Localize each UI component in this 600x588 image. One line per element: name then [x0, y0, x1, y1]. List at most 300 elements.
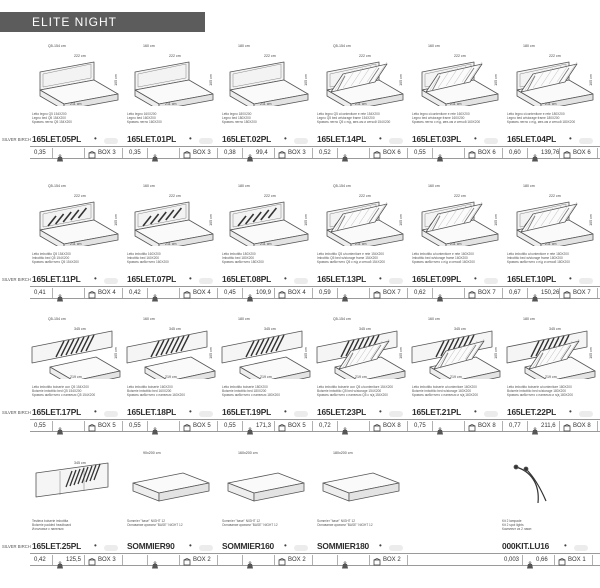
description-line: Кровать легно с п/д, мех-ом и сеткой 160X200 [412, 120, 481, 125]
package-icon [563, 422, 571, 430]
weight-value: 211,6 [541, 423, 556, 429]
box-count: BOX 5 [288, 423, 306, 429]
cell-divider [84, 288, 85, 298]
width-label: 90x200 cm [143, 451, 161, 455]
product-code[interactable]: 165LET.14PL [317, 134, 367, 144]
cell-divider [432, 148, 433, 158]
product-code[interactable]: 165LET.01PL [127, 134, 177, 144]
height-dimension: 105 cm [398, 214, 403, 226]
product-code[interactable]: 165LET.03PL [412, 134, 462, 144]
volume-value: 0,35 [34, 150, 46, 156]
top-dimension: 222 cm [454, 194, 466, 198]
package-icon [373, 556, 381, 564]
width-label: Q5-154 cm [333, 317, 351, 321]
width-label: 160 cm [428, 184, 440, 188]
package-icon [373, 289, 381, 297]
weight-icon [436, 422, 444, 430]
package-icon [88, 149, 96, 157]
finish-dot: • [284, 407, 287, 416]
product-description [32, 519, 122, 532]
height-dimension: 105 cm [493, 74, 498, 86]
cell-divider [312, 288, 313, 298]
package-icon [88, 556, 96, 564]
cell-divider [217, 421, 218, 431]
finish-dot: • [379, 134, 382, 143]
finish-swatch [294, 278, 308, 284]
product-code[interactable]: 165LET.22PL [507, 407, 557, 417]
cell-divider [369, 421, 370, 431]
package-icon [183, 556, 191, 564]
description-line: Boiserie padded headboard [32, 523, 72, 528]
cell-divider [122, 288, 123, 298]
width-label: 180 cm [238, 317, 250, 321]
product-card[interactable] [315, 313, 411, 419]
cell-divider [274, 288, 275, 298]
product-card[interactable] [505, 313, 600, 419]
width-label: 160 cm [143, 44, 155, 48]
product-card[interactable] [30, 447, 126, 553]
cell-divider [369, 555, 370, 565]
volume-value: 0,67 [509, 290, 521, 296]
package-icon [468, 149, 476, 157]
product-card[interactable] [505, 180, 600, 286]
height-dimension: 105 cm [493, 214, 498, 226]
package-icon [183, 149, 191, 157]
product-row [0, 180, 600, 315]
cell-divider [274, 148, 275, 158]
package-icon [563, 289, 571, 297]
cell-divider [502, 421, 503, 431]
volume-value: 0,45 [224, 290, 236, 296]
box-count: BOX 3 [193, 150, 211, 156]
product-code[interactable]: 165LET.17PL [32, 407, 82, 417]
weight-icon [341, 422, 349, 430]
top-dimension: 345 cm [74, 461, 86, 465]
weight-value: 0,66 [536, 557, 548, 563]
width-label: 180 cm [523, 44, 535, 48]
finish-swatch [574, 545, 588, 551]
top-dimension: 345 cm [549, 327, 561, 331]
product-code[interactable]: 165LET.08PL [222, 274, 272, 284]
finish-swatch [389, 138, 403, 144]
length-dimension: 211 cm [355, 242, 367, 246]
product-card[interactable] [220, 40, 316, 146]
product-description [412, 112, 502, 125]
weight-icon [531, 422, 539, 430]
product-row [0, 447, 600, 582]
weight-icon [151, 422, 159, 430]
height-dimension: 105 cm [113, 74, 118, 86]
width-label: 180 cm [238, 184, 250, 188]
finish-label: SILVER BIRCH [2, 137, 31, 142]
description-line: Letto imbottito boiserie 180X200 [222, 385, 268, 389]
weight-icon [151, 149, 159, 157]
product-description [412, 385, 502, 398]
top-dimension: 222 cm [549, 194, 561, 198]
cell-divider [369, 288, 370, 298]
cell-divider [274, 555, 275, 565]
cell-divider [242, 555, 243, 565]
package-icon [183, 422, 191, 430]
description-line: Boiserie imbottito bed 180X200 [222, 389, 267, 394]
product-card[interactable] [30, 40, 126, 146]
weight-icon [56, 422, 64, 430]
package-icon [278, 556, 286, 564]
cell-divider [407, 555, 408, 565]
width-label: 160x200 cm [238, 451, 258, 455]
volume-value: 0,52 [319, 150, 331, 156]
product-description [32, 252, 122, 265]
height-dimension: 105 cm [113, 347, 118, 359]
product-code[interactable]: 165LET.19PL [222, 407, 272, 417]
box-count: BOX 8 [383, 423, 401, 429]
description-line: Legno bed 180X200 [222, 116, 251, 121]
length-dimension: 211 cm [70, 102, 82, 106]
box-count: BOX 7 [383, 290, 401, 296]
package-icon [563, 149, 571, 157]
top-dimension: 222 cm [264, 54, 276, 58]
product-card[interactable] [315, 180, 411, 286]
box-count: BOX 3 [98, 557, 116, 563]
finish-swatch [579, 138, 593, 144]
top-dimension: 222 cm [264, 194, 276, 198]
cell-divider [407, 288, 408, 298]
cell-divider [179, 421, 180, 431]
collection-title: ELITE NIGHT [32, 15, 118, 29]
length-dimension: 211 cm [260, 102, 272, 106]
product-description [127, 252, 217, 265]
product-description [222, 519, 312, 527]
length-dimension: 211 cm [450, 102, 462, 106]
finish-dot: • [189, 274, 192, 283]
finish-dot: • [379, 541, 382, 550]
description-line: Кровать имботтито 160X200 [127, 260, 169, 265]
info-strip [30, 286, 600, 299]
height-dimension: 105 cm [303, 214, 308, 226]
width-label: 160 cm [428, 317, 440, 321]
finish-swatch [389, 545, 403, 551]
finish-swatch [104, 411, 118, 417]
info-strip [30, 419, 600, 432]
weight-icon [341, 289, 349, 297]
product-code[interactable]: 165LET.04PL [507, 134, 557, 144]
cell-divider [464, 421, 465, 431]
description-line: Основание кровати "BASE" NIGHT 12 [317, 523, 373, 528]
product-code[interactable]: 165LET.11PL [32, 274, 81, 284]
finish-dot: • [189, 541, 192, 550]
length-dimension: 211 cm [165, 102, 177, 106]
description-line: Кровать имботтито с панелью и п/д 180X200 [507, 393, 574, 398]
product-code[interactable]: 165LET.25PL [32, 541, 82, 551]
cell-divider [502, 288, 503, 298]
finish-dot: • [379, 407, 382, 416]
product-card[interactable] [30, 180, 126, 286]
volume-value: 0,42 [129, 290, 141, 296]
length-dimension: 211 cm [165, 242, 177, 246]
description-line: Imbottito bed w/storage frame 160X200 [412, 256, 468, 261]
cell-divider [52, 288, 53, 298]
product-card[interactable] [500, 447, 596, 553]
width-label: 180 cm [523, 184, 535, 188]
box-count: BOX 3 [98, 150, 116, 156]
weight-icon [341, 149, 349, 157]
cell-divider [179, 148, 180, 158]
description-line: Letto imbottito boiserie con Q5 c/contenitore 154X200 [317, 385, 394, 389]
product-code[interactable]: 165LET.07PL [127, 274, 177, 284]
length-dimension: 219 cm [545, 375, 557, 379]
box-count: BOX 6 [573, 150, 591, 156]
product-card[interactable] [220, 313, 316, 419]
height-dimension: 105 cm [398, 347, 403, 359]
product-card[interactable] [125, 180, 221, 286]
product-card[interactable] [410, 313, 506, 419]
cell-divider [432, 421, 433, 431]
product-card[interactable] [125, 40, 221, 146]
cell-divider [559, 421, 560, 431]
description-line: Boiserie imbottito Q5 bed w/storage 154X200 [317, 389, 382, 394]
description-line: Imbottito bed Q5 154X200 [32, 256, 70, 261]
product-card[interactable] [410, 180, 506, 286]
info-strip [30, 553, 600, 566]
cell-divider [464, 288, 465, 298]
product-code[interactable]: SOMMIER180 [317, 541, 369, 551]
product-card[interactable] [220, 180, 316, 286]
finish-swatch [294, 138, 308, 144]
cell-divider [242, 288, 243, 298]
description-line: Kit 2 lampade [502, 519, 522, 523]
width-label: Q5-154 cm [48, 44, 66, 48]
description-line: Кровать имботтито с панелью 160X200 [127, 393, 185, 398]
description-line: Letto legno 180X200 [222, 112, 252, 116]
cell-divider [502, 148, 503, 158]
height-dimension: 105 cm [588, 74, 593, 86]
product-card[interactable] [410, 40, 506, 146]
description-line: Основание кровати "BASE" NIGHT 12 [222, 523, 278, 528]
description-line: Кровать легно 160X200 [127, 120, 162, 125]
finish-dot: • [569, 407, 572, 416]
description-line: Kit 2 spot lights [502, 523, 524, 528]
product-card[interactable] [220, 447, 316, 553]
box-count: BOX 1 [568, 557, 586, 563]
product-description [222, 252, 312, 265]
finish-swatch [484, 411, 498, 417]
product-code[interactable]: SOMMIER90 [127, 541, 175, 551]
volume-value: 0,55 [224, 423, 236, 429]
box-count: BOX 2 [383, 557, 401, 563]
finish-dot: • [379, 274, 382, 283]
description-line: Letto imbottito c/contenitore e rete 160X200 [412, 252, 474, 256]
product-description [127, 519, 217, 527]
weight-icon [246, 556, 254, 564]
weight-value: 139,76 [541, 150, 560, 156]
finish-swatch [199, 545, 213, 551]
product-card[interactable] [125, 313, 221, 419]
product-description [502, 519, 592, 532]
finish-dot: • [569, 134, 572, 143]
product-code[interactable]: 000KIT.LU16 [502, 541, 550, 551]
cell-divider [407, 148, 408, 158]
description-line: Кровать имботтито Q5 154X200 [32, 260, 79, 265]
width-label: 180 cm [523, 317, 535, 321]
product-code[interactable]: 165LET.18PL [127, 407, 177, 417]
description-line: Кровать имботтито с панелью 180X200 [222, 393, 280, 398]
product-code[interactable]: 165LET.23PL [317, 407, 367, 417]
product-card[interactable] [315, 447, 411, 553]
product-code[interactable]: 165LET.10PL [507, 274, 557, 284]
length-dimension: 211 cm [355, 102, 367, 106]
finish-label: SILVER BIRCH [2, 277, 31, 282]
product-code[interactable]: 165LET.02PL [222, 134, 272, 144]
length-dimension: 219 cm [70, 375, 82, 379]
finish-dot: • [189, 134, 192, 143]
product-description [507, 112, 597, 125]
description-line: Imbottito Q5 bed w/storage frame 154X200 [317, 256, 378, 261]
cell-divider [369, 148, 370, 158]
furniture-drawing [125, 457, 217, 518]
width-label: 160 cm [143, 317, 155, 321]
description-line: Boiserie imbottito bed Q5 154X200 [32, 389, 82, 394]
product-row [0, 40, 600, 175]
cell-divider [122, 555, 123, 565]
cell-divider [242, 421, 243, 431]
description-line: Imbottito bed 180X200 [222, 256, 255, 261]
box-count: BOX 3 [288, 150, 306, 156]
finish-dot: • [474, 407, 477, 416]
weight-icon [56, 556, 64, 564]
length-dimension: 211 cm [70, 242, 82, 246]
finish-swatch [104, 278, 118, 284]
product-code[interactable]: 165LET.05PL [32, 134, 82, 144]
height-dimension: 105 cm [208, 74, 213, 86]
cell-divider [179, 288, 180, 298]
description-line: Sommier "base" NIGHT 12 [127, 519, 165, 523]
width-label: Q5-154 cm [48, 184, 66, 188]
weight-icon [436, 149, 444, 157]
cell-divider [217, 288, 218, 298]
cell-divider [179, 555, 180, 565]
box-count: BOX 8 [478, 423, 496, 429]
cell-divider [597, 421, 598, 431]
box-count: BOX 5 [98, 423, 116, 429]
height-dimension: 105 cm [208, 214, 213, 226]
description-line: Boiserie imbottito bed w/storage 180X200 [507, 389, 567, 394]
product-card[interactable] [505, 40, 600, 146]
package-icon [278, 289, 286, 297]
product-code[interactable]: 165LET.13PL [317, 274, 367, 284]
box-count: BOX 8 [573, 423, 591, 429]
cell-divider [122, 421, 123, 431]
cell-divider [337, 288, 338, 298]
top-dimension: 345 cm [454, 327, 466, 331]
description-line: Boiserie imbottito bed 160X200 [127, 389, 172, 394]
product-description [127, 385, 217, 398]
product-card[interactable] [315, 40, 411, 146]
weight-icon [56, 289, 64, 297]
volume-value: 0,38 [224, 150, 236, 156]
description-line: Imbottito bed w/storage frame 180X200 [507, 256, 563, 261]
description-line: Кровать легно Q5 154X200 [32, 120, 72, 125]
product-code[interactable]: 165LET.21PL [412, 407, 462, 417]
finish-dot: • [569, 274, 572, 283]
description-line: Кровать имботтито 180X200 [222, 260, 264, 265]
description-line: Letto imbottito Q5 154X200 [32, 252, 71, 256]
cell-divider [464, 148, 465, 158]
cell-divider [52, 148, 53, 158]
cell-divider [84, 148, 85, 158]
weight-icon [246, 422, 254, 430]
cell-divider [122, 148, 123, 158]
cell-divider [337, 555, 338, 565]
cell-divider [147, 555, 148, 565]
length-dimension: 219 cm [450, 375, 462, 379]
cell-divider [559, 148, 560, 158]
cell-divider [84, 421, 85, 431]
product-code[interactable]: 165LET.09PL [412, 274, 462, 284]
volume-value: 0,35 [129, 150, 141, 156]
product-card[interactable] [30, 313, 126, 419]
weight-icon [246, 289, 254, 297]
cell-divider [147, 288, 148, 298]
description-line: Letto imbottito 180X200 [222, 252, 256, 256]
volume-value: 0,77 [509, 423, 521, 429]
volume-value: 0,55 [129, 423, 141, 429]
description-line: Letto imbottito boiserie con Q5 154X200 [32, 385, 89, 389]
product-description [32, 385, 122, 398]
product-card[interactable] [125, 447, 221, 553]
cell-divider [527, 421, 528, 431]
height-dimension: 105 cm [303, 347, 308, 359]
cell-divider [432, 288, 433, 298]
product-description [32, 112, 122, 125]
product-description [317, 112, 407, 125]
package-icon [468, 422, 476, 430]
top-dimension: 222 cm [359, 54, 371, 58]
width-label: 180 cm [238, 44, 250, 48]
weight-value: 171,3 [256, 423, 272, 429]
package-icon [278, 422, 286, 430]
box-count: BOX 4 [288, 290, 306, 296]
width-label: Q5-154 cm [333, 184, 351, 188]
info-strip [30, 146, 600, 159]
height-dimension: 105 cm [303, 74, 308, 86]
furniture-drawing [220, 457, 312, 518]
product-description [412, 252, 502, 265]
finish-label: SILVER BIRCH [2, 410, 31, 415]
cell-divider [407, 421, 408, 431]
cell-divider [312, 148, 313, 158]
product-description [222, 112, 312, 125]
cell-divider [597, 148, 598, 158]
product-description [127, 112, 217, 125]
volume-value: 0,55 [34, 423, 46, 429]
finish-dot: • [284, 274, 287, 283]
finish-swatch [579, 278, 593, 284]
width-label: 180x200 cm [333, 451, 353, 455]
description-line: Кровать имботтито с панелью Q5 с п/д 154X200 [317, 393, 388, 398]
height-dimension: 105 cm [493, 347, 498, 359]
collection-header [0, 12, 205, 32]
volume-value: 0,59 [319, 290, 331, 296]
cell-divider [147, 148, 148, 158]
length-dimension: 211 cm [545, 242, 557, 246]
product-code[interactable]: SOMMIER160 [222, 541, 274, 551]
package-icon [373, 149, 381, 157]
finish-dot: • [94, 541, 97, 550]
furniture-drawing [315, 457, 407, 518]
package-icon [88, 289, 96, 297]
finish-swatch [104, 545, 118, 551]
finish-dot: • [284, 541, 287, 550]
